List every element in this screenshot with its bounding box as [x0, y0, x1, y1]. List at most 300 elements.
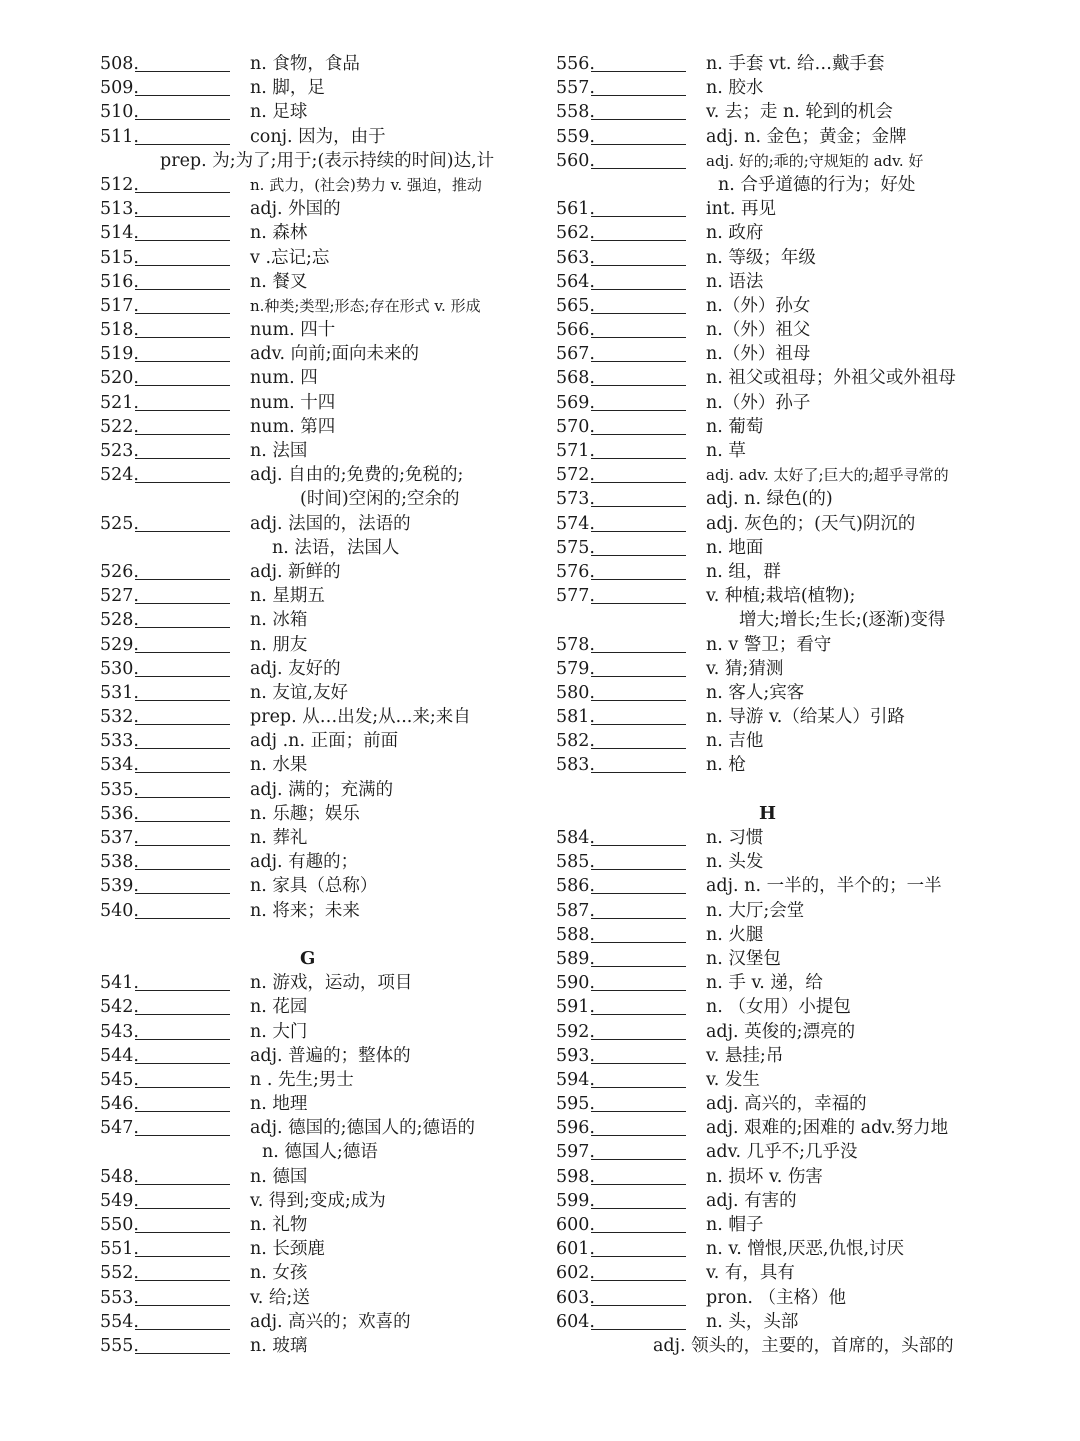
entry-number: 565. — [556, 295, 595, 316]
section-letter-heading — [556, 802, 1026, 826]
entry-definition: n. 头，头部 — [706, 1311, 799, 1332]
vocab-entry-continuation — [100, 149, 550, 173]
answer-blank[interactable] — [135, 893, 230, 894]
vocab-entry-continuation — [556, 608, 1026, 632]
vocab-entry — [556, 1020, 1026, 1044]
entry-definition: n. 地面 — [706, 537, 764, 558]
answer-blank[interactable] — [135, 71, 230, 72]
entry-number: 527. — [100, 586, 139, 607]
vocab-entry — [100, 705, 550, 729]
vocab-entry — [556, 1044, 1026, 1068]
answer-blank[interactable] — [591, 772, 686, 773]
entry-number: 537. — [100, 828, 139, 848]
answer-blank[interactable] — [591, 168, 686, 169]
entry-definition: n. 草 — [706, 441, 746, 461]
entry-number: 514. — [100, 223, 139, 244]
answer-blank[interactable] — [591, 966, 686, 967]
vocab-entry — [556, 125, 1026, 149]
section-letter: H — [759, 802, 777, 824]
entry-definition: n.（外）祖父 — [706, 320, 811, 341]
entry-definition: n. 客人;宾客 — [706, 682, 805, 703]
entry-definition: v. 得到;变成;成为 — [250, 1190, 386, 1211]
answer-blank[interactable] — [591, 506, 686, 507]
answer-blank[interactable] — [591, 1087, 686, 1088]
vocab-entry — [556, 1237, 1026, 1261]
entry-number: 559. — [556, 126, 595, 147]
entry-definition: n. 餐叉 — [250, 271, 308, 292]
vocab-entry — [556, 439, 1026, 463]
entry-definition: n. 等级；年级 — [706, 247, 816, 268]
vocab-entry — [100, 197, 550, 221]
answer-blank[interactable] — [135, 265, 230, 266]
answer-blank[interactable] — [591, 603, 686, 604]
entry-definition: adj. adv. 太好了;巨大的;超乎寻常的 — [706, 466, 949, 485]
entry-number: 600. — [556, 1215, 595, 1235]
entry-definition: n. 语法 — [706, 271, 764, 292]
entry-number: 586. — [556, 876, 595, 897]
vocab-entry — [556, 536, 1026, 560]
answer-blank[interactable] — [135, 1280, 230, 1281]
answer-blank[interactable] — [135, 603, 230, 604]
entry-number: 517. — [100, 295, 139, 316]
vocab-entry — [556, 1140, 1026, 1164]
answer-blank[interactable] — [591, 289, 686, 290]
answer-blank[interactable] — [591, 216, 686, 217]
entry-definition: n. 习惯 — [706, 828, 764, 848]
entry-number: 531. — [100, 682, 139, 703]
entry-definition: n. 帽子 — [706, 1215, 764, 1235]
vocab-entry — [100, 125, 550, 149]
entry-number: 562. — [556, 223, 595, 244]
answer-blank[interactable] — [135, 482, 230, 483]
answer-blank[interactable] — [135, 531, 230, 532]
answer-blank[interactable] — [135, 434, 230, 435]
entry-number: 590. — [556, 973, 595, 994]
entry-definition: n. 脚，足 — [250, 78, 325, 99]
answer-blank[interactable] — [591, 1329, 686, 1330]
vocab-entry — [100, 633, 550, 657]
entry-definition: prep. 从…出发;从...来;来自 — [250, 707, 471, 728]
answer-blank[interactable] — [591, 1039, 686, 1040]
section-spacer — [100, 923, 550, 947]
vocab-entry — [556, 197, 1026, 221]
vocab-entry — [556, 52, 1026, 76]
entry-number: 545. — [100, 1069, 139, 1090]
entry-number: 598. — [556, 1166, 595, 1187]
entry-number: 580. — [556, 682, 595, 703]
entry-number: 577. — [556, 586, 595, 607]
vocab-entry — [100, 439, 550, 463]
vocab-entry — [556, 753, 1026, 777]
entry-number: 521. — [100, 392, 139, 413]
entry-definition: n. 祖父或祖母；外祖父或外祖母 — [706, 368, 956, 389]
answer-blank[interactable] — [135, 797, 230, 798]
answer-blank[interactable] — [135, 385, 230, 386]
answer-blank[interactable] — [135, 676, 230, 677]
entry-definition: v .忘记;忘 — [250, 247, 330, 268]
right-column — [556, 52, 1026, 1358]
entry-definition: n. 游戏，运动，项目 — [250, 973, 413, 994]
entry-number: 575. — [556, 537, 595, 558]
entry-definition: v. 猜;猜测 — [706, 658, 784, 679]
vocab-entry — [100, 874, 550, 898]
vocab-entry — [100, 1068, 550, 1092]
vocab-entry — [556, 221, 1026, 245]
answer-blank[interactable] — [591, 845, 686, 846]
entry-number: 564. — [556, 271, 595, 292]
answer-blank[interactable] — [135, 1256, 230, 1257]
answer-blank[interactable] — [591, 1208, 686, 1209]
vocab-entry — [556, 560, 1026, 584]
vocab-entry — [556, 633, 1026, 657]
answer-blank[interactable] — [591, 579, 686, 580]
entry-definition: n. 胶水 — [706, 78, 764, 99]
answer-blank[interactable] — [135, 95, 230, 96]
vocab-entry — [556, 850, 1026, 874]
entry-definition: n. 森林 — [250, 223, 308, 244]
answer-blank[interactable] — [135, 1208, 230, 1209]
answer-blank[interactable] — [135, 313, 230, 314]
entry-number: 519. — [100, 344, 139, 365]
entry-number: 508. — [100, 54, 139, 74]
vocab-entry — [556, 705, 1026, 729]
entry-number: 509. — [100, 78, 139, 99]
vocab-entry — [100, 100, 550, 124]
vocab-entry — [556, 100, 1026, 124]
answer-blank[interactable] — [591, 458, 686, 459]
answer-blank[interactable] — [135, 1111, 230, 1112]
entry-number: 583. — [556, 755, 595, 776]
entry-definition: adj. n. 金色；黄金；金牌 — [706, 126, 907, 147]
vocab-entry — [100, 778, 550, 802]
entry-definition: adj. 英俊的;漂亮的 — [706, 1021, 856, 1042]
entry-definition: n. 友谊,友好 — [250, 682, 348, 703]
answer-blank[interactable] — [591, 1111, 686, 1112]
entry-number: 558. — [556, 102, 595, 123]
answer-blank[interactable] — [135, 1014, 230, 1015]
vocab-entry — [556, 1068, 1026, 1092]
entry-definition: n. 朋友 — [250, 634, 308, 655]
entry-definition: adv. 几乎不;几乎没 — [706, 1142, 858, 1163]
vocab-entry — [100, 1261, 550, 1285]
entry-number: 529. — [100, 634, 139, 655]
answer-blank[interactable] — [591, 555, 686, 556]
entry-number: 604. — [556, 1311, 595, 1332]
answer-blank[interactable] — [591, 893, 686, 894]
entry-number: 561. — [556, 199, 595, 220]
answer-blank[interactable] — [135, 192, 230, 193]
entry-number: 570. — [556, 416, 595, 437]
entry-definition: n. 乐趣；娱乐 — [250, 803, 360, 824]
answer-blank[interactable] — [591, 240, 686, 241]
entry-number: 544. — [100, 1045, 139, 1066]
entry-number: 602. — [556, 1263, 595, 1284]
answer-blank[interactable] — [135, 119, 230, 120]
vocab-entry-continuation — [100, 1140, 550, 1164]
entry-definition: n. 头发 — [706, 852, 764, 873]
vocab-entry — [100, 657, 550, 681]
answer-blank[interactable] — [591, 434, 686, 435]
vocab-entry — [100, 1044, 550, 1068]
answer-blank[interactable] — [135, 821, 230, 822]
entry-definition: n.（外）孙子 — [706, 392, 811, 413]
vocab-entry — [100, 52, 550, 76]
entry-definition: adj. 法国的，法语的 — [250, 513, 411, 534]
entry-number: 547. — [100, 1118, 139, 1139]
vocab-entry — [100, 342, 550, 366]
answer-blank[interactable] — [591, 676, 686, 677]
entry-definition: n. 法国 — [250, 441, 308, 461]
vocab-entry — [556, 391, 1026, 415]
entry-definition: adj. 新鲜的 — [250, 561, 341, 582]
entry-number: 530. — [100, 658, 139, 679]
answer-blank[interactable] — [135, 700, 230, 701]
entry-number: 603. — [556, 1287, 595, 1308]
vocab-entry — [556, 826, 1026, 850]
answer-blank[interactable] — [135, 1184, 230, 1185]
entry-definition: adj. 普遍的；整体的 — [250, 1045, 411, 1066]
answer-blank[interactable] — [591, 700, 686, 701]
entry-definition: n. 政府 — [706, 223, 764, 244]
answer-blank[interactable] — [135, 289, 230, 290]
entry-definition: conj. 因为，由于 — [250, 126, 386, 147]
answer-blank[interactable] — [135, 361, 230, 362]
answer-blank[interactable] — [135, 869, 230, 870]
vocab-entry — [556, 318, 1026, 342]
answer-blank[interactable] — [591, 1184, 686, 1185]
answer-blank[interactable] — [591, 1135, 686, 1136]
answer-blank[interactable] — [591, 1232, 686, 1233]
entry-definition: adj. 友好的 — [250, 658, 341, 679]
vocab-entry — [100, 971, 550, 995]
vocab-entry — [556, 1092, 1026, 1116]
entry-definition: n. 手 v. 递，给 — [706, 973, 823, 994]
vocab-entry — [556, 1213, 1026, 1237]
vocab-entry — [100, 1286, 550, 1310]
entry-definition: num. 十四 — [250, 392, 336, 413]
answer-blank[interactable] — [135, 1232, 230, 1233]
entry-definition: n . 先生;男士 — [250, 1069, 354, 1090]
answer-blank[interactable] — [591, 337, 686, 338]
answer-blank[interactable] — [591, 1305, 686, 1306]
answer-blank[interactable] — [591, 652, 686, 653]
entry-number: 587. — [556, 900, 595, 921]
entry-definition: adj. 满的；充满的 — [250, 779, 394, 800]
vocab-entry — [556, 971, 1026, 995]
vocab-entry — [100, 608, 550, 632]
answer-blank[interactable] — [591, 942, 686, 943]
vocab-entry — [100, 1334, 550, 1358]
vocab-entry — [100, 995, 550, 1019]
entry-definition: adj. 好的;乖的;守规矩的 adv. 好 — [706, 151, 924, 170]
answer-blank[interactable] — [135, 918, 230, 919]
entry-number: 601. — [556, 1239, 595, 1260]
entry-number: 589. — [556, 948, 595, 969]
answer-blank[interactable] — [591, 918, 686, 919]
entry-number: 552. — [100, 1263, 139, 1284]
entry-definition: adj. 自由的;免费的;免税的; — [250, 465, 464, 486]
vocab-entry — [100, 1116, 550, 1140]
answer-blank[interactable] — [135, 144, 230, 145]
answer-blank[interactable] — [591, 385, 686, 386]
answer-blank[interactable] — [135, 748, 230, 749]
vocab-entry — [556, 1116, 1026, 1140]
answer-blank[interactable] — [591, 990, 686, 991]
entry-number: 541. — [100, 973, 139, 994]
vocab-entry — [100, 1020, 550, 1044]
answer-blank[interactable] — [591, 144, 686, 145]
answer-blank[interactable] — [591, 748, 686, 749]
vocab-entry — [100, 415, 550, 439]
section-letter: G — [300, 947, 316, 969]
entry-number: 522. — [100, 416, 139, 437]
entry-number: 574. — [556, 513, 595, 534]
entry-number: 588. — [556, 924, 595, 945]
answer-blank[interactable] — [591, 410, 686, 411]
entry-number: 546. — [100, 1094, 139, 1115]
entry-number: 572. — [556, 465, 595, 486]
answer-blank[interactable] — [135, 1135, 230, 1136]
answer-blank[interactable] — [135, 724, 230, 725]
entry-number: 548. — [100, 1166, 139, 1187]
answer-blank[interactable] — [591, 265, 686, 266]
entry-definition: n. v. 憎恨,厌恶,仇恨,讨厌 — [706, 1239, 905, 1260]
answer-blank[interactable] — [135, 1063, 230, 1064]
vocab-entry — [100, 366, 550, 390]
vocab-entry — [556, 1189, 1026, 1213]
entry-definition: num. 四 — [250, 368, 318, 389]
vocab-entry — [100, 173, 550, 197]
answer-blank[interactable] — [135, 216, 230, 217]
answer-blank[interactable] — [591, 361, 686, 362]
vocab-entry — [556, 415, 1026, 439]
entry-number: 591. — [556, 997, 595, 1018]
answer-blank[interactable] — [591, 71, 686, 72]
answer-blank[interactable] — [135, 845, 230, 846]
answer-blank[interactable] — [591, 1063, 686, 1064]
entry-definition: n. 火腿 — [706, 924, 764, 945]
entry-definition: adj. 德国的;德国人的;德语的 — [250, 1118, 475, 1139]
entry-definition: n. 家具（总称） — [250, 876, 378, 897]
entry-definition: v. 悬挂;吊 — [706, 1045, 784, 1066]
entry-definition: n. 水果 — [250, 755, 308, 776]
vocab-entry — [100, 1213, 550, 1237]
answer-blank[interactable] — [135, 337, 230, 338]
answer-blank[interactable] — [135, 627, 230, 628]
answer-blank[interactable] — [591, 869, 686, 870]
vocab-entry — [100, 1092, 550, 1116]
vocab-entry — [556, 995, 1026, 1019]
entry-definition: n. （女用）小提包 — [706, 997, 851, 1018]
answer-blank[interactable] — [135, 652, 230, 653]
entry-number: 554. — [100, 1311, 139, 1332]
entry-number: 557. — [556, 78, 595, 99]
entry-number: 592. — [556, 1021, 595, 1042]
entry-number: 525. — [100, 513, 139, 534]
entry-definition: adj. 高兴的；欢喜的 — [250, 1311, 411, 1332]
entry-definition: n. 德国 — [250, 1166, 308, 1187]
answer-blank[interactable] — [591, 482, 686, 483]
vocab-entry — [100, 1165, 550, 1189]
answer-blank[interactable] — [591, 1159, 686, 1160]
entry-number: 528. — [100, 610, 139, 631]
answer-blank[interactable] — [135, 772, 230, 773]
entry-number: 567. — [556, 344, 595, 365]
entry-number: 532. — [100, 707, 139, 728]
entry-definition-continued: adj. 领头的，主要的，首席的，头部的 — [653, 1335, 954, 1356]
answer-blank[interactable] — [135, 1305, 230, 1306]
entry-definition: n. 大厅;会堂 — [706, 900, 805, 921]
answer-blank[interactable] — [135, 458, 230, 459]
answer-blank[interactable] — [135, 1329, 230, 1330]
answer-blank[interactable] — [591, 95, 686, 96]
entry-number: 584. — [556, 828, 595, 848]
entry-number: 543. — [100, 1021, 139, 1042]
entry-definition: n. 星期五 — [250, 586, 325, 607]
entry-number: 550. — [100, 1215, 139, 1235]
answer-blank[interactable] — [135, 579, 230, 580]
entry-definition: num. 第四 — [250, 416, 336, 437]
answer-blank[interactable] — [591, 1256, 686, 1257]
entry-definition: n. 枪 — [706, 755, 746, 776]
answer-blank[interactable] — [135, 1087, 230, 1088]
entry-number: 513. — [100, 199, 139, 220]
entry-number: 573. — [556, 489, 595, 510]
entry-definition: int. 再见 — [706, 199, 777, 220]
entry-number: 568. — [556, 368, 595, 389]
answer-blank[interactable] — [135, 1353, 230, 1354]
vocab-entry — [556, 342, 1026, 366]
entry-definition-continued: n. 合乎道德的行为；好处 — [718, 174, 916, 195]
answer-blank[interactable] — [591, 531, 686, 532]
vocab-entry — [100, 1237, 550, 1261]
vocab-entry — [100, 1189, 550, 1213]
entry-number: 576. — [556, 561, 595, 582]
vocab-entry — [100, 294, 550, 318]
vocab-entry — [100, 270, 550, 294]
entry-number: 538. — [100, 852, 139, 873]
vocab-entry — [100, 391, 550, 415]
answer-blank[interactable] — [135, 240, 230, 241]
entry-definition: v. 有，具有 — [706, 1263, 795, 1284]
vocab-entry — [100, 899, 550, 923]
entry-definition: n. 食物，食品 — [250, 54, 360, 74]
entry-definition: n.（外）孙女 — [706, 295, 811, 316]
answer-blank[interactable] — [135, 990, 230, 991]
entry-number: 599. — [556, 1190, 595, 1211]
vocab-entry — [556, 681, 1026, 705]
entry-definition: adj. 有害的 — [706, 1190, 797, 1211]
answer-blank[interactable] — [135, 1039, 230, 1040]
vocab-entry — [100, 681, 550, 705]
entry-number: 540. — [100, 900, 139, 921]
answer-blank[interactable] — [591, 1280, 686, 1281]
vocab-entry — [100, 753, 550, 777]
entry-number: 536. — [100, 803, 139, 824]
answer-blank[interactable] — [591, 313, 686, 314]
answer-blank[interactable] — [591, 1014, 686, 1015]
answer-blank[interactable] — [591, 119, 686, 120]
entry-definition: n. 葬礼 — [250, 828, 308, 848]
answer-blank[interactable] — [135, 410, 230, 411]
entry-definition: n. 玻璃 — [250, 1335, 308, 1356]
entry-definition: n. 导游 v.（给某人）引路 — [706, 707, 905, 728]
answer-blank[interactable] — [591, 724, 686, 725]
entry-definition: n. 长颈鹿 — [250, 1239, 325, 1260]
entry-definition: v. 给;送 — [250, 1287, 310, 1308]
entry-definition: n. 将来；未来 — [250, 900, 360, 921]
entry-number: 539. — [100, 876, 139, 897]
